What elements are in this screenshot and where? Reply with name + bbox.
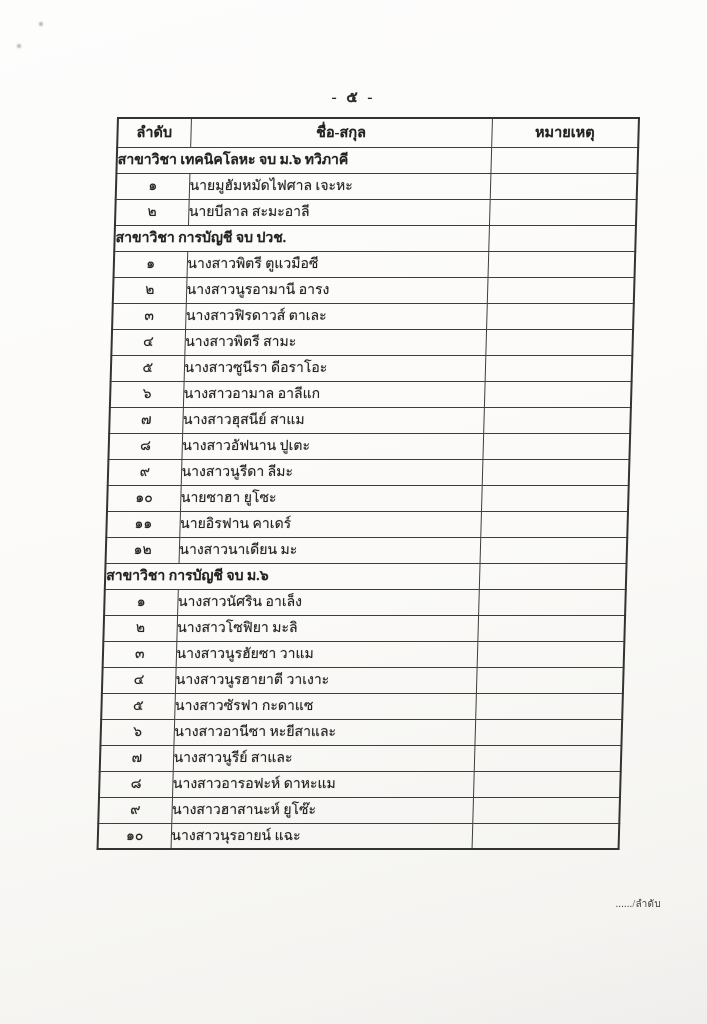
remark-cell — [488, 225, 636, 251]
row-number: ๑ — [104, 589, 178, 615]
student-row — [108, 433, 630, 459]
student-row — [114, 251, 636, 277]
student-row — [115, 199, 637, 225]
row-number: ๘ — [99, 771, 173, 797]
col-header-remark: หมายเหตุ — [491, 118, 639, 147]
col-header-name: ชื่อ-สกุล — [190, 118, 492, 147]
student-name: นายบีลาล สะมะอาลี — [188, 199, 490, 225]
student-name: นางสาวอานีซา หะยีสาและ — [173, 719, 475, 745]
row-number: ๔ — [102, 667, 176, 693]
student-row — [100, 745, 622, 771]
scan-speck — [39, 22, 43, 26]
remark-cell — [489, 199, 637, 225]
remark-cell — [486, 303, 634, 329]
row-number: ๒ — [113, 277, 187, 303]
row-number: ๖ — [110, 381, 184, 407]
row-number: ๕ — [101, 693, 175, 719]
remark-cell — [480, 537, 628, 563]
student-name: นางสาวโซฟิยา มะลิ — [176, 615, 478, 641]
student-name: นางสาวพิตรี ตูแวมือซี — [187, 251, 489, 277]
student-row — [113, 277, 635, 303]
student-name: นางสาวฮุสนีย์ สาแม — [182, 407, 484, 433]
row-number: ๗ — [100, 745, 174, 771]
row-number: ๘ — [108, 433, 182, 459]
remark-cell — [476, 667, 624, 693]
remark-cell — [482, 433, 630, 459]
student-name: นางสาวพิตรี สามะ — [184, 329, 486, 355]
student-row — [107, 485, 629, 511]
remark-cell — [487, 277, 635, 303]
section-title: สาขาวิชา เทคนิคโลหะ จบ ม.๖ ทวิภาคี — [116, 147, 491, 173]
continuation-marker: ....../ลำดับ — [615, 899, 661, 910]
student-name: นางสาวนูรฮายาตี วาเงาะ — [175, 667, 477, 693]
section-title: สาขาวิชา การบัญชี จบ ปวช. — [114, 225, 489, 251]
student-row — [101, 693, 623, 719]
row-number: ๓ — [103, 641, 177, 667]
roster-table-wrap — [97, 117, 638, 850]
student-row — [111, 355, 633, 381]
remark-cell — [483, 407, 631, 433]
student-row — [104, 589, 626, 615]
row-number: ๒ — [115, 199, 189, 225]
student-row — [106, 537, 628, 563]
col-header-no: ลำดับ — [117, 118, 191, 147]
row-number: ๑ — [116, 173, 190, 199]
row-number: ๙ — [98, 797, 172, 823]
remark-cell — [481, 485, 629, 511]
student-row — [106, 511, 628, 537]
student-row — [99, 771, 621, 797]
scan-speck — [17, 44, 21, 48]
row-number: ๑๐ — [98, 823, 172, 849]
student-name: นางสาวนัศริน อาเล็ง — [177, 589, 479, 615]
remark-cell — [484, 381, 632, 407]
row-number: ๑๒ — [106, 537, 180, 563]
remark-cell — [488, 251, 636, 277]
student-row — [103, 615, 625, 641]
student-name: นางสาวอารอฟะห์ ดาหะแม — [172, 771, 474, 797]
student-name: นายมูฮัมหมัดไฟศาล เจะหะ — [189, 173, 491, 199]
row-number: ๙ — [108, 459, 182, 485]
remark-cell — [474, 745, 622, 771]
row-number: ๓ — [112, 303, 186, 329]
student-name: นางสาวอัฟนาน ปูเตะ — [181, 433, 483, 459]
student-row — [116, 173, 638, 199]
student-row — [103, 641, 625, 667]
remark-cell — [479, 563, 627, 589]
student-name: นายอิรฟาน คาเดร์ — [179, 511, 481, 537]
section-row — [116, 147, 638, 173]
remark-cell — [482, 459, 630, 485]
remark-cell — [485, 355, 633, 381]
student-name: นางสาวฟิรดาวส์ ตาเละ — [185, 303, 487, 329]
student-name: นางสาวซูนีรา ดีอราโอะ — [184, 355, 486, 381]
student-row — [98, 823, 620, 849]
student-name: นางสาวนูรอามานี อารง — [186, 277, 488, 303]
row-number: ๑๐ — [107, 485, 181, 511]
student-name: นางสาวอามาล อาลีแก — [183, 381, 485, 407]
student-row — [112, 303, 634, 329]
remark-cell — [490, 173, 638, 199]
student-name: นายซาฮา ยูโซะ — [180, 485, 482, 511]
page-number: - ๕ - — [331, 90, 376, 106]
student-name: นางสาวซัรฟา กะดาแซ — [174, 693, 476, 719]
remark-cell — [480, 511, 628, 537]
student-row — [109, 407, 631, 433]
student-row — [111, 329, 633, 355]
remark-cell — [490, 147, 638, 173]
remark-cell — [474, 719, 622, 745]
student-row — [108, 459, 630, 485]
remark-cell — [472, 823, 620, 849]
student-row — [98, 797, 620, 823]
row-number: ๕ — [111, 355, 185, 381]
row-number: ๑ — [114, 251, 188, 277]
row-number: ๒ — [103, 615, 177, 641]
student-name: นางสาวนุรอายน์ แฉะ — [171, 823, 473, 849]
remark-cell — [485, 329, 633, 355]
remark-cell — [478, 589, 626, 615]
row-number: ๖ — [100, 719, 174, 745]
section-row — [105, 563, 627, 589]
remark-cell — [472, 797, 620, 823]
student-row — [100, 719, 622, 745]
student-name: นางสาวนูรฮัยซา วาแม — [176, 641, 478, 667]
student-name: นางสาวนูรีดา ลีมะ — [181, 459, 483, 485]
row-number: ๑๑ — [106, 511, 180, 537]
student-name: นางสาวนาเดียน มะ — [179, 537, 481, 563]
header-row — [117, 118, 639, 147]
row-number: ๔ — [111, 329, 185, 355]
remark-cell — [477, 641, 625, 667]
section-row — [114, 225, 636, 251]
section-title: สาขาวิชา การบัญชี จบ ม.๖ — [105, 563, 480, 589]
roster-table — [97, 117, 640, 850]
row-number: ๗ — [109, 407, 183, 433]
remark-cell — [477, 615, 625, 641]
remark-cell — [473, 771, 621, 797]
student-name: นางสาวนูรีย์ สาและ — [173, 745, 475, 771]
student-name: นางสาวฮาสานะห์ ยูโซ๊ะ — [171, 797, 473, 823]
student-row — [110, 381, 632, 407]
student-row — [102, 667, 624, 693]
remark-cell — [475, 693, 623, 719]
